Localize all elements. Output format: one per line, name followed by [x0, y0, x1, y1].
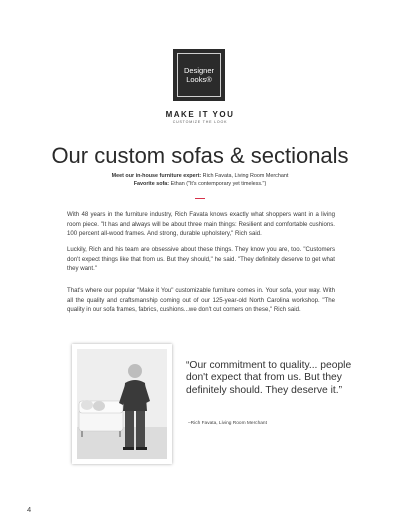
body-paragraph-2: Luckily, Rich and his team are obsessive about these things. They know you are, too. "Customers don't expect things like that from us. But they should," he said. "They definitely deserve to get what they want."	[67, 246, 335, 273]
body-paragraph-3: That's where our popular "Make it You" customizable furniture comes in. Your sofa, your way. With all the quality and craftsmanship coming out of our 125-year-old North Carolina workshop. "The quality in our sofa frames, fabrics, cushions...we don't cut corners on these," Rich said.	[67, 287, 335, 314]
page-title: Our custom sofas & sectionals	[51, 143, 349, 168]
portrait-photo-frame	[72, 344, 172, 464]
man-standing-by-sofa-illustration	[77, 349, 167, 459]
page-number: 4	[27, 505, 32, 514]
designer-looks-logo	[173, 49, 225, 101]
pull-quote: “Our commitment to quality... people don't expect that from us. But they definitely should. They deserve it.”	[186, 360, 352, 396]
logo-line-2: Looks®	[186, 75, 212, 84]
quote-attribution: –Rich Favata, Living Room Merchant	[188, 421, 267, 426]
expert-label: Meet our in-house furniture expert:	[111, 173, 202, 179]
favorite-sofa-line	[0, 181, 400, 187]
expert-value: Rich Favata, Living Room Merchant	[201, 173, 289, 179]
brand-title: MAKE IT YOU	[165, 110, 235, 119]
body-paragraph-1: With 48 years in the furniture industry, Rich Favata knows exactly what shoppers want in a living room piece. "It has and always will be about three main things: Resilient and comfortable cushions. 100 percent all-wood frames. And strong, durable upholstery," Rich said.	[67, 211, 335, 238]
portrait-photo	[77, 349, 167, 459]
favorite-sofa-label: Favorite sofa:	[133, 181, 170, 187]
logo-frame	[177, 53, 221, 97]
brand-subtitle: CUSTOMIZE THE LOOK	[172, 120, 228, 124]
accent-divider	[195, 198, 205, 199]
favorite-sofa-value: Ethan ("It's contemporary yet timeless.")	[169, 181, 267, 187]
expert-line	[0, 173, 400, 179]
logo-line-1: Designer	[183, 66, 214, 75]
